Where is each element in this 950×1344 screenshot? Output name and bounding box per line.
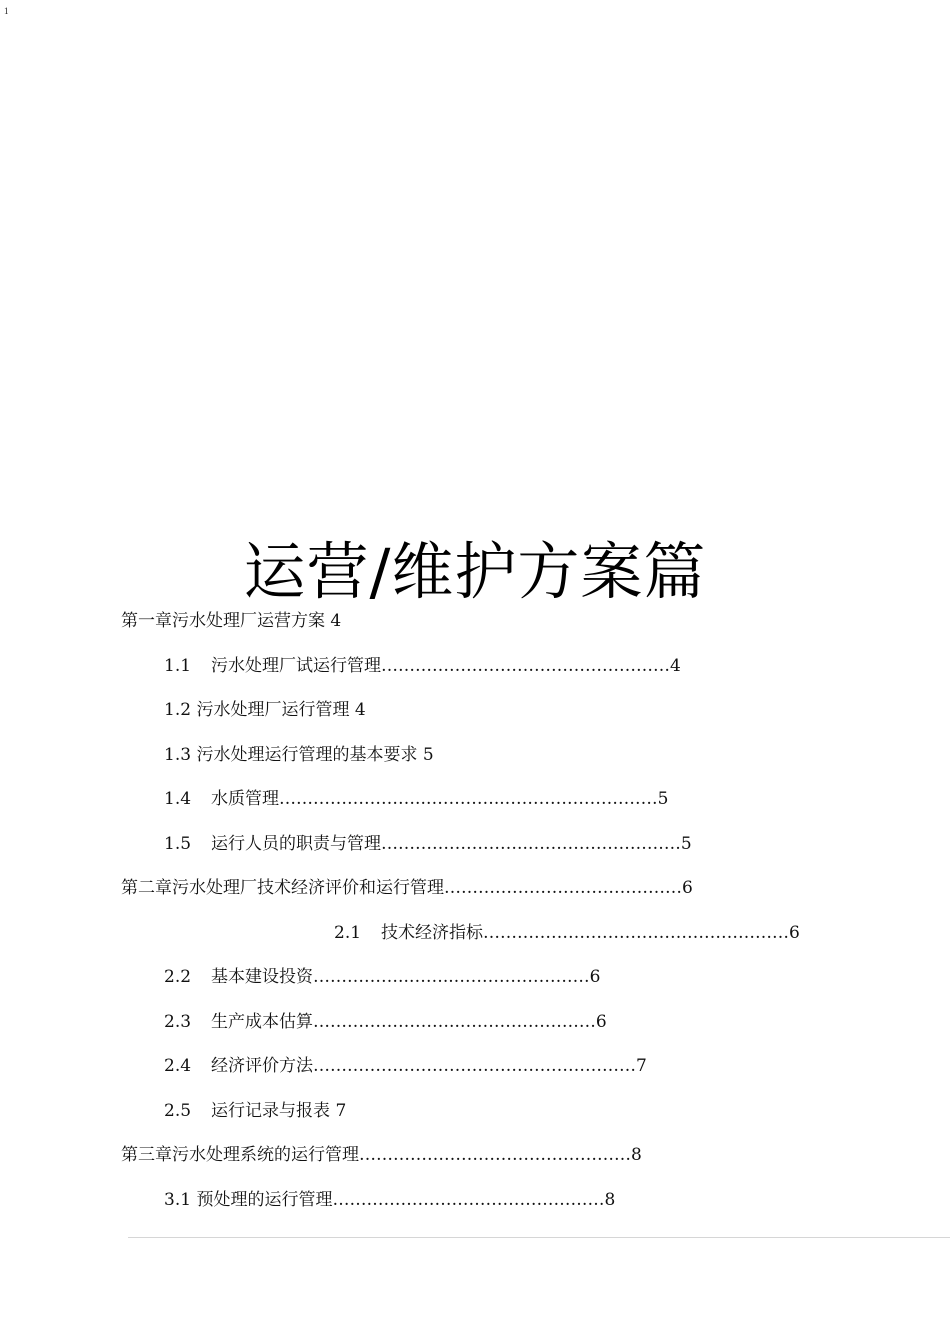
toc-section-2-4 xyxy=(164,1055,647,1077)
toc-text: 1.2 污水处理厂运行管理 4 xyxy=(164,700,366,720)
toc-section-2-2 xyxy=(164,966,600,988)
toc-text: 3.1 预处理的运行管理…………………………………………8 xyxy=(164,1190,616,1210)
toc-text: 运行人员的职责与管理……………………..………………………5 xyxy=(211,834,692,854)
toc-text: 生产成本估算……………………..……………………6 xyxy=(211,1012,607,1032)
toc-section-1-2 xyxy=(164,699,366,721)
toc-number: 2.5 xyxy=(164,1101,192,1121)
toc-chapter-2 xyxy=(121,877,693,899)
toc-number: 2.1 xyxy=(334,923,362,943)
toc-chapter-3 xyxy=(121,1144,642,1166)
toc-number: 1.4 xyxy=(164,789,192,809)
toc-number: 1.1 xyxy=(164,656,192,676)
toc-section-2-5 xyxy=(164,1100,346,1122)
toc-section-2-1 xyxy=(334,922,800,944)
toc-section-2-3 xyxy=(164,1011,607,1033)
toc-chapter-1 xyxy=(121,610,341,632)
toc-text: 基本建设投资……………..……..……………………6 xyxy=(211,967,601,987)
toc-section-3-1 xyxy=(164,1189,615,1211)
toc-text: 运行记录与报表 7 xyxy=(211,1101,347,1121)
toc-text: 第三章污水处理系统的运行管理…………………………………………8 xyxy=(121,1145,642,1165)
page-number: 1 xyxy=(4,6,9,16)
toc-text: 第一章污水处理厂运营方案 4 xyxy=(121,611,342,631)
document-title: 运营/维护方案篇 xyxy=(243,535,707,608)
toc-text: 污水处理厂试运行管理……………………………………………4 xyxy=(211,656,681,676)
toc-text: 1.3 污水处理运行管理的基本要求 5 xyxy=(164,745,434,765)
toc-section-1-4 xyxy=(164,788,668,810)
toc-text: 经济评价方法…………………………………………………7 xyxy=(211,1056,647,1076)
toc-section-1-3 xyxy=(164,744,434,766)
bottom-divider xyxy=(128,1237,950,1238)
toc-section-1-5 xyxy=(164,833,692,855)
toc-number: 2.4 xyxy=(164,1056,192,1076)
toc-text: 技术经济指标………………………………………………6 xyxy=(381,923,800,943)
toc-number: 2.2 xyxy=(164,967,192,987)
toc-number: 2.3 xyxy=(164,1012,192,1032)
toc-section-1-1 xyxy=(164,655,681,677)
toc-text: 第二章污水处理厂技术经济评价和运行管理……………………………………6 xyxy=(121,878,693,898)
toc-text: 水质管理……………………..…………..………………………5 xyxy=(211,789,669,809)
toc-number: 1.5 xyxy=(164,834,192,854)
